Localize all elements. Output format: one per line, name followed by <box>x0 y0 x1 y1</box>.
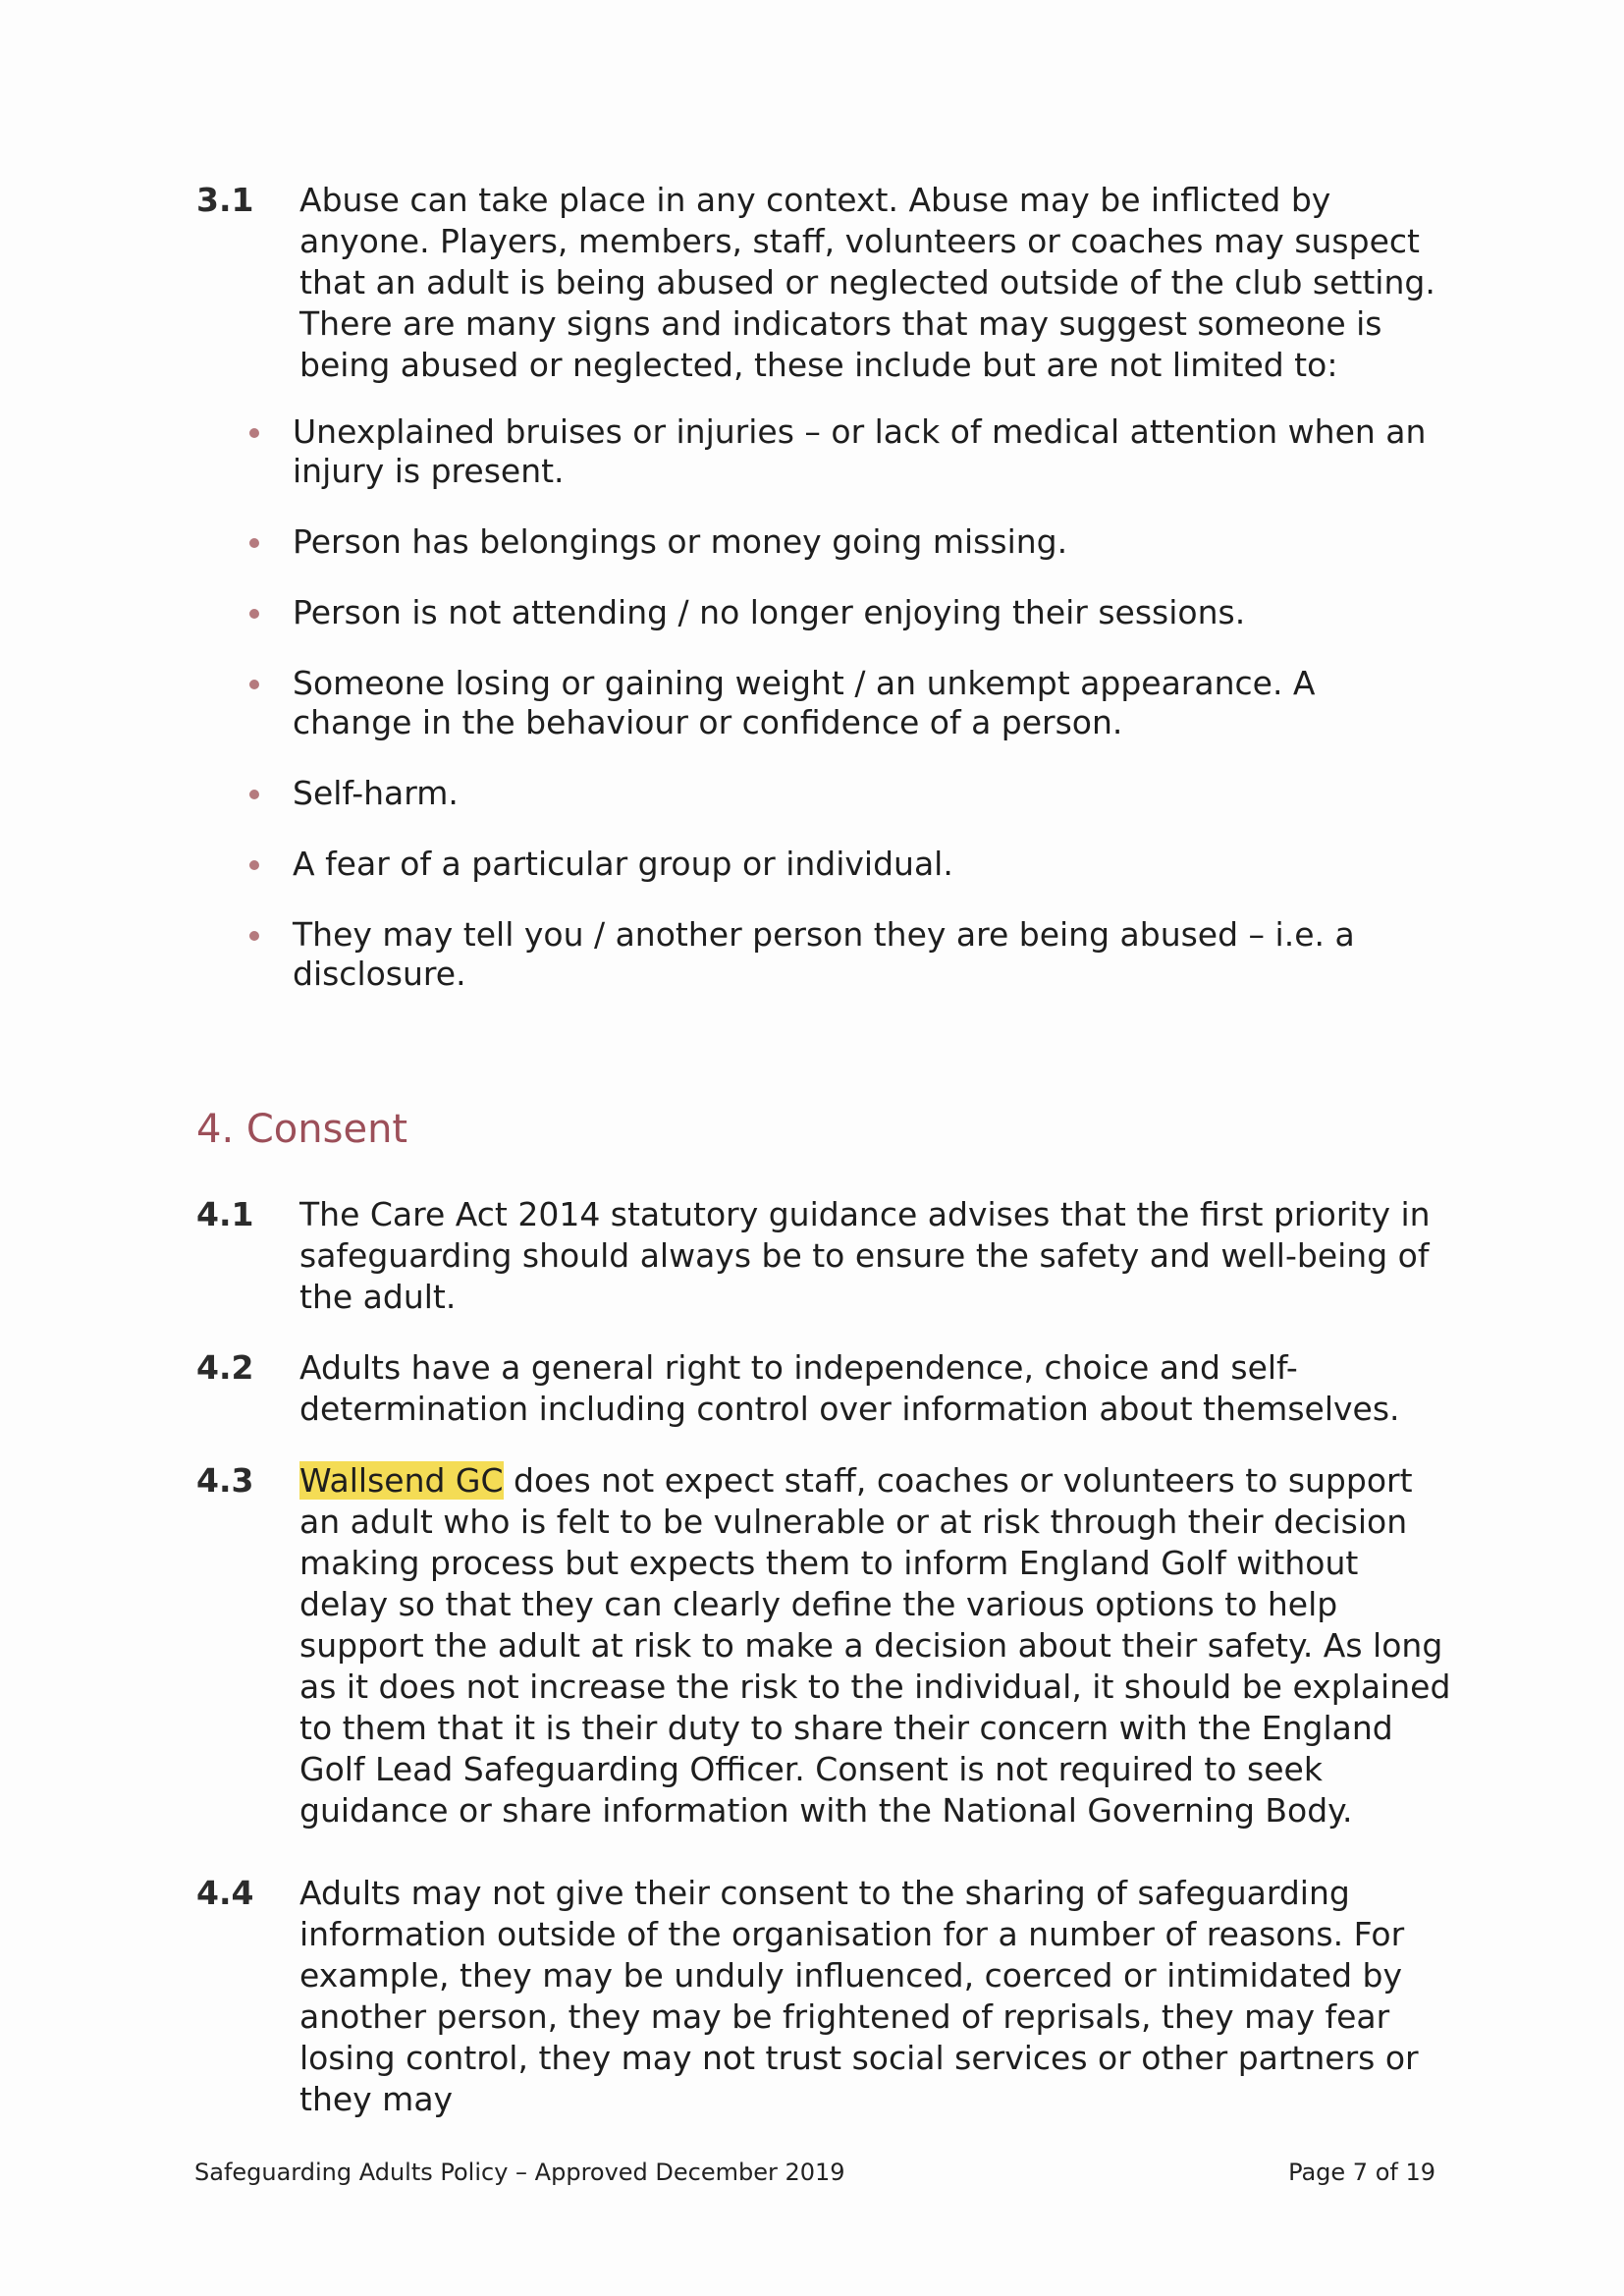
paragraph-text <box>299 1460 1453 1831</box>
paragraph-text: Abuse can take place in any context. Abuse may be inflicted by anyone. Players, members, staff, volunteers or coaches may suspect that an adult is being abused or neglected outside of the club setting. There are many signs and indicators that may suggest someone is being abused or neglected, these include but are not limited to: <box>299 181 1435 384</box>
paragraph-4-2 <box>196 1347 1453 1430</box>
list-item-text: Person is not attending / no longer enjoying their sessions. <box>293 593 1246 631</box>
paragraph-number: 3.1 <box>196 181 254 219</box>
list-item <box>244 845 1441 884</box>
list-item-text: Person has belongings or money going missing. <box>293 522 1068 561</box>
list-item <box>244 593 1441 632</box>
bullet-icon <box>249 680 259 689</box>
list-item <box>244 774 1441 813</box>
paragraph-number: 4.3 <box>196 1461 254 1500</box>
paragraph-text: Adults have a general right to independence, choice and self-determination including control over information about themselves. <box>299 1348 1400 1428</box>
paragraph-body: does not expect staff, coaches or volunteers to support an adult who is felt to be vulnerable or at risk through their decision making process but expects them to inform England Golf without delay so that they can clearly define the various options to help support the adult at risk to make a decision about their safety. As long as it does not increase the risk to the individual, it should be explained to them that it is their duty to share their concern with the England Golf Lead Safeguarding Officer. Consent is not required to seek guidance or share information with the National Governing Body. <box>299 1461 1451 1830</box>
paragraph-number: 4.2 <box>196 1348 254 1387</box>
paragraph-number: 4.4 <box>196 1874 254 1912</box>
section-heading: 4. Consent <box>196 1107 408 1152</box>
list-item <box>244 412 1441 491</box>
footer-document-title: Safeguarding Adults Policy – Approved December 2019 <box>194 2159 845 2186</box>
bullet-icon <box>249 860 259 870</box>
list-item-text: Unexplained bruises or injuries – or lack of medical attention when an injury is present. <box>293 412 1427 490</box>
list-item <box>244 664 1441 742</box>
list-item <box>244 522 1441 562</box>
bullet-icon <box>249 538 259 548</box>
list-item-text: They may tell you / another person they are being abused – i.e. a disclosure. <box>293 915 1355 993</box>
list-item <box>244 915 1441 994</box>
paragraph-text: The Care Act 2014 statutory guidance advises that the first priority in safeguarding should always be to ensure the safety and well-being of the adult. <box>299 1195 1431 1316</box>
paragraph-4-3 <box>196 1460 1453 1831</box>
bullet-icon <box>249 931 259 941</box>
list-item-text: A fear of a particular group or individual. <box>293 845 953 883</box>
paragraph-4-1 <box>196 1194 1453 1318</box>
bullet-icon <box>249 609 259 619</box>
bullet-icon <box>249 428 259 438</box>
bullet-icon <box>249 790 259 799</box>
paragraph-4-4 <box>196 1873 1453 2120</box>
paragraph-number: 4.1 <box>196 1195 254 1233</box>
list-item-text: Someone losing or gaining weight / an unkempt appearance. A change in the behaviour or confidence of a person. <box>293 664 1316 741</box>
footer-page-number: Page 7 of 19 <box>1288 2159 1435 2186</box>
club-name-highlight: Wallsend GC <box>299 1461 504 1500</box>
paragraph-3-1 <box>196 180 1453 386</box>
indicators-list <box>244 412 1441 1025</box>
list-item-text: Self-harm. <box>293 774 459 812</box>
paragraph-text: Adults may not give their consent to the sharing of safeguarding information outside of the organisation for a number of reasons. For example, they may be unduly influenced, coerced or intimidated by another person, they may be frightened of reprisals, they may fear losing control, they may not trust social services or other partners or they may <box>299 1874 1419 2118</box>
